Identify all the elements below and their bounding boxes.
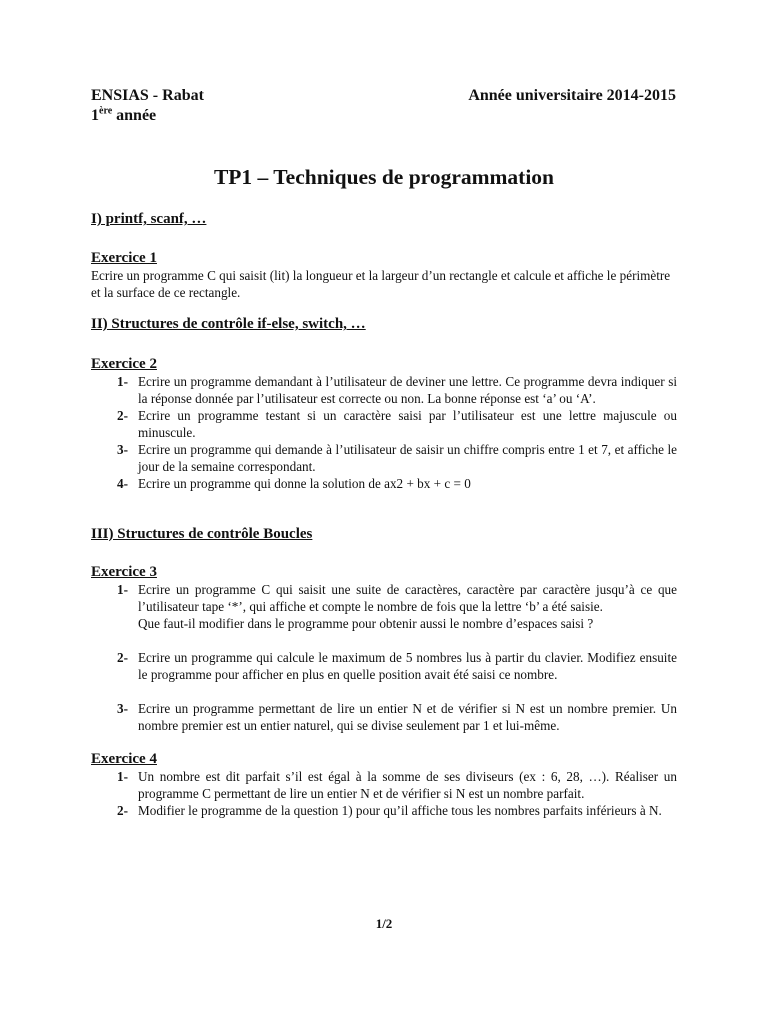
exercise-1-text: Ecrire un programme C qui saisit (lit) la longueur et la largeur d’un rectangle et calcule et affiche le périmètre et la surface de ce rectangle. bbox=[91, 268, 671, 300]
document-header bbox=[91, 86, 676, 126]
list-item: 3- Ecrire un programme permettant de lire un entier N et de vérifier si N est un nombre premier. Un nombre premier est un entier naturel, qui se divise seulement par 1 et lui-même. bbox=[117, 701, 677, 733]
list-item: 3- Ecrire un programme qui demande à l’utilisateur de saisir un chiffre compris entre 1 et 7, et affiche le jour de la semaine correspondant. bbox=[117, 442, 677, 474]
list-item: 1- Ecrire un programme C qui saisit une suite de caractères, caractère par caractère jusqu’à ce que l’utilisateur tape ‘*’, qui affiche et compte le nombre de fois que la lettre ‘b’ a été saisie. Que faut-il modifier dans le programme pour obtenir aussi le nombre d’espaces saisi ? bbox=[117, 582, 677, 631]
list-item: 1- Ecrire un programme demandant à l’utilisateur de deviner une lettre. Ce programme devra indiquer si la réponse donnée par l’utilisateur est correcte ou non. La bonne réponse est ‘a’ ou ‘A’. bbox=[117, 374, 677, 406]
list-item: 4- Ecrire un programme qui donne la solution de ax2 + bx + c = 0 bbox=[117, 476, 471, 491]
exercise-4-title: Exercice 4 bbox=[91, 751, 157, 767]
list-item: 2- Modifier le programme de la question 1) pour qu’il affiche tous les nombres parfaits inférieurs à N. bbox=[117, 803, 662, 818]
exercise-1-title: Exercice 1 bbox=[91, 250, 157, 266]
exercise-3-title: Exercice 3 bbox=[91, 564, 157, 580]
academic-year: Année universitaire 2014-2015 bbox=[468, 87, 676, 104]
school-name: ENSIAS - Rabat bbox=[91, 87, 204, 104]
list-item: 1- Un nombre est dit parfait s’il est égal à la somme de ses diviseurs (ex : 6, 28, …). Réaliser un programme C permettant de lire un entier N et de vérifier si N est un nombre parfait. bbox=[117, 769, 677, 801]
page-title: TP1 – Techniques de programmation bbox=[213, 165, 555, 189]
page-number: 1/2 bbox=[375, 916, 393, 931]
exercise-2-title: Exercice 2 bbox=[91, 356, 157, 372]
class-year: 1ère année bbox=[91, 105, 157, 124]
document-body bbox=[91, 209, 677, 819]
section-heading-1: I) printf, scanf, … bbox=[91, 211, 207, 227]
exercise-3-list bbox=[91, 581, 677, 734]
list-item: 2- Ecrire un programme testant si un caractère saisi par l’utilisateur est une lettre majuscule ou minuscule. bbox=[117, 408, 677, 440]
list-item: 2- Ecrire un programme qui calcule le maximum de 5 nombres lus à partir du clavier. Modifiez ensuite le programme pour afficher en plus en quelle position avait été saisi ce nombre. bbox=[117, 650, 677, 682]
section-heading-2: II) Structures de contrôle if-else, switch, … bbox=[91, 316, 366, 332]
exercise-4-list bbox=[91, 768, 677, 819]
section-heading-3: III) Structures de contrôle Boucles bbox=[91, 526, 313, 542]
exercise-2-list bbox=[91, 373, 677, 492]
